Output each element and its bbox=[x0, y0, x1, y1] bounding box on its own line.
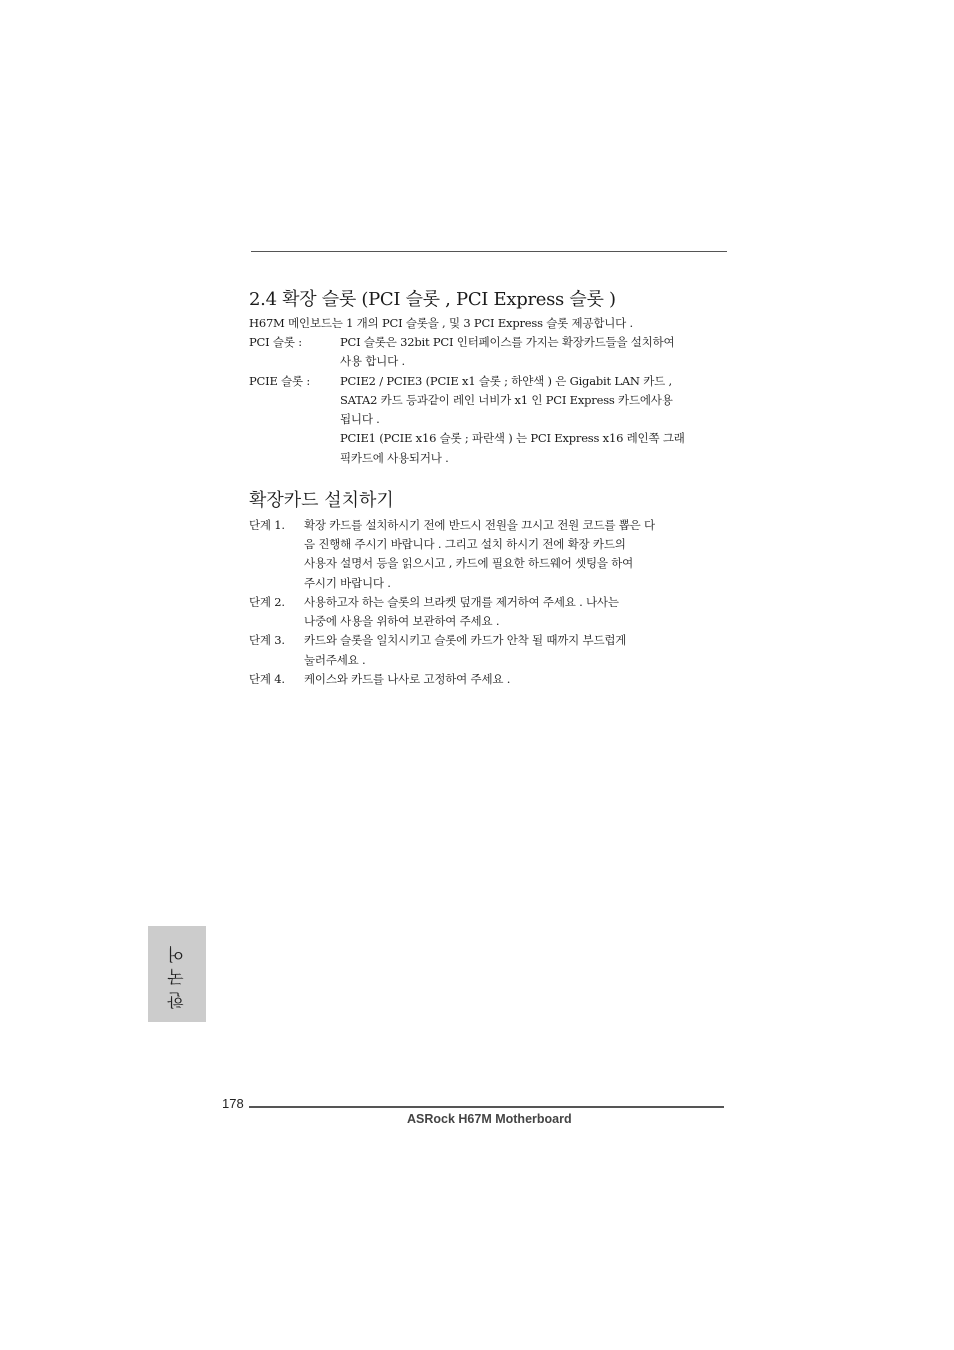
pcie-slot-desc-line: 됩니다 . bbox=[340, 412, 380, 426]
pci-slot-label: PCI 슬롯 : bbox=[249, 335, 302, 349]
pcie-slot-desc-line: 픽카드에 사용되거나 . bbox=[340, 451, 449, 465]
pcie-slot-desc-line: SATA2 카드 등과같이 레인 너비가 x1 인 PCI Express 카드에사용 bbox=[340, 393, 673, 407]
footer-divider bbox=[249, 1106, 724, 1108]
intro-text: H67M 메인보드는 1 개의 PCI 슬롯을 , 및 3 PCI Express 슬롯 제공합니다 . bbox=[249, 316, 633, 330]
step-text-line: 카드와 슬롯을 일치시키고 슬롯에 카드가 안착 될 때까지 부드럽게 bbox=[304, 633, 627, 647]
pci-slot-desc-line: 사용 합니다 . bbox=[340, 354, 405, 368]
step-label: 단계 3. bbox=[249, 633, 285, 647]
pcie-slot-desc-line: PCIE2 / PCIE3 (PCIE x1 슬롯 ; 하얀색 ) 은 Gigabit LAN 카드 , bbox=[340, 374, 672, 388]
section-title: 2.4 확장 슬롯 (PCI 슬롯 , PCI Express 슬롯 ) bbox=[249, 289, 616, 310]
step-text-line: 사용자 설명서 등을 읽으시고 , 카드에 필요한 하드웨어 셋팅을 하여 bbox=[304, 556, 634, 570]
footer-product: ASRock H67M Motherboard bbox=[407, 1112, 572, 1126]
step-text-line: 눌러주세요 . bbox=[304, 653, 366, 667]
step-text-line: 나중에 사용을 위하여 보관하여 주세요 . bbox=[304, 614, 500, 628]
pcie-slot-desc-line: PCIE1 (PCIE x16 슬롯 ; 파란색 ) 는 PCI Express x16 레인쪽 그래 bbox=[340, 431, 685, 445]
top-divider bbox=[251, 251, 727, 252]
language-side-tab bbox=[148, 926, 206, 1022]
step-text-line: 주시기 바랍니다 . bbox=[304, 576, 391, 590]
step-text-line: 음 진행해 주시기 바랍니다 . 그리고 설치 하시기 전에 확장 카드의 bbox=[304, 537, 626, 551]
pci-slot-desc-line: PCI 슬롯은 32bit PCI 인터페이스를 가지는 확장카드들을 설치하여 bbox=[340, 335, 675, 349]
pcie-slot-label: PCIE 슬롯 : bbox=[249, 374, 311, 388]
step-text-line: 사용하고자 하는 슬롯의 브라켓 덮개를 제거하여 주세요 . 나사는 bbox=[304, 595, 619, 609]
step-label: 단계 1. bbox=[249, 518, 285, 532]
language-label: 한국어 bbox=[167, 939, 188, 1009]
step-text-line: 케이스와 카드를 나사로 고정하여 주세요 . bbox=[304, 672, 511, 686]
page-number: 178 bbox=[222, 1096, 244, 1111]
install-title: 확장카드 설치하기 bbox=[249, 490, 394, 511]
step-text-line: 확장 카드를 설치하시기 전에 반드시 전원을 끄시고 전원 코드를 뽑은 다 bbox=[304, 518, 655, 532]
step-label: 단계 2. bbox=[249, 595, 285, 609]
step-label: 단계 4. bbox=[249, 672, 285, 686]
